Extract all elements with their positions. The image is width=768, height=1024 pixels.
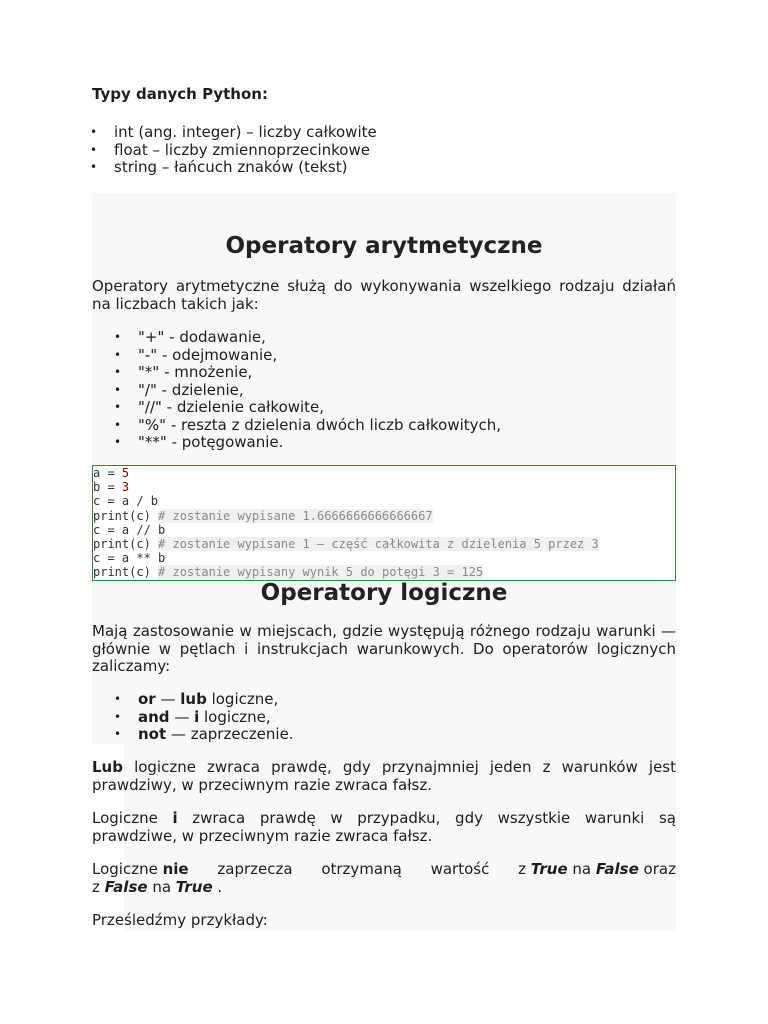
code-text: print(c) bbox=[93, 508, 159, 523]
keyword: False bbox=[595, 860, 639, 878]
keyword: Lub bbox=[92, 758, 123, 776]
code-line bbox=[93, 480, 675, 494]
keyword: i bbox=[194, 707, 200, 726]
code-comment: # zostanie wypisane 1 – część całkowita z dzielenia 5 przez 3 bbox=[158, 537, 599, 552]
code-line bbox=[93, 537, 675, 551]
text: wartość bbox=[430, 860, 490, 878]
keyword: not bbox=[138, 725, 167, 743]
keyword: True bbox=[175, 877, 213, 896]
code-line: c = a / b bbox=[93, 494, 159, 509]
paragraph-not bbox=[92, 861, 676, 896]
text: logiczne, bbox=[206, 690, 279, 708]
code-number: 5 bbox=[121, 466, 130, 480]
arithmetic-operators-list bbox=[138, 329, 501, 452]
code-comment: # zostanie wypisany wynik 5 do potęgi 3 = 125 bbox=[158, 565, 484, 580]
text: logiczne, bbox=[199, 707, 271, 726]
logical-intro: Mają zastosowanie w miejscach, gdzie występują różnego rodzaju warunki — głównie w pętlach i instrukcjach warunkowych. Do operatorów logicznych zaliczamy: bbox=[92, 622, 676, 675]
list-item: • "+" - dodawanie, bbox=[138, 329, 501, 347]
keyword: True bbox=[530, 860, 568, 878]
text: zwraca prawdę w przypadku, gdy wszystkie warunki są prawdziwe, w przeciwnym razie zwraca fałsz. bbox=[92, 809, 676, 845]
paragraph-line bbox=[92, 879, 676, 897]
list-item: • "-" - odejmowanie, bbox=[138, 347, 501, 365]
section-title-data-types: Typy danych Python: bbox=[92, 85, 268, 103]
list-item: • "*" - mnożenie, bbox=[138, 364, 501, 382]
text: na bbox=[147, 877, 176, 896]
text: otrzymaną bbox=[321, 860, 402, 878]
list-item: • "%" - reszta z dzielenia dwóch liczb całkowitych, bbox=[138, 417, 501, 435]
code-text: print(c) bbox=[93, 537, 159, 552]
text: Logiczne bbox=[92, 860, 163, 878]
paragraph-examples: Prześledźmy przykłady: bbox=[92, 911, 268, 929]
code-number: 3 bbox=[121, 480, 130, 495]
keyword: False bbox=[104, 877, 148, 896]
keyword: lub bbox=[180, 690, 207, 708]
data-types-list bbox=[114, 124, 377, 177]
logical-operators-list bbox=[138, 691, 294, 744]
paragraph-and bbox=[92, 810, 676, 845]
code-text: a = bbox=[93, 466, 122, 480]
list-item bbox=[138, 691, 294, 709]
code-line bbox=[93, 466, 675, 480]
text: z bbox=[92, 877, 105, 896]
text: zaprzecza bbox=[217, 860, 293, 878]
text: — bbox=[155, 690, 181, 708]
keyword: or bbox=[138, 690, 156, 708]
text: — zaprzeczenie. bbox=[166, 725, 294, 743]
list-item bbox=[138, 709, 294, 727]
list-item: • "/" - dzielenie, bbox=[138, 382, 501, 400]
list-item: • "//" - dzielenie całkowite, bbox=[138, 399, 501, 417]
heading-arithmetic-operators: Operatory arytmetyczne bbox=[225, 233, 543, 259]
list-item: • float – liczby zmiennoprzecinkowe bbox=[114, 142, 377, 160]
keyword: nie bbox=[162, 860, 189, 878]
heading-logical-operators: Operatory logiczne bbox=[260, 580, 508, 606]
text: logiczne zwraca prawdę, gdy przynajmniej jeden z warunków jest prawdziwy, w przeciwnym razie zwraca fałsz. bbox=[92, 758, 676, 794]
code-comment: # zostanie wypisane 1.6666666666666667 bbox=[158, 508, 433, 523]
code-text: print(c) bbox=[93, 565, 159, 580]
code-line: c = a // b bbox=[93, 522, 166, 537]
text: z bbox=[518, 860, 531, 878]
text: — bbox=[169, 707, 195, 726]
text: oraz bbox=[638, 860, 676, 878]
text bbox=[92, 861, 189, 879]
code-line: c = a ** b bbox=[93, 551, 166, 566]
code-line bbox=[93, 565, 675, 579]
arithmetic-intro: Operatory arytmetyczne służą do wykonywania wszelkiego rodzaju działań na liczbach takich jak: bbox=[92, 277, 676, 313]
text: . bbox=[212, 877, 223, 896]
list-item: • int (ang. integer) – liczby całkowite bbox=[114, 124, 377, 142]
code-block bbox=[92, 465, 676, 581]
list-item: • "**" - potęgowanie. bbox=[138, 434, 501, 452]
code-text: b = bbox=[93, 480, 122, 495]
list-item bbox=[138, 726, 294, 744]
text: na bbox=[567, 860, 596, 878]
paragraph-or bbox=[92, 759, 676, 794]
code-line bbox=[93, 509, 675, 523]
text: Logiczne bbox=[92, 809, 173, 827]
keyword: i bbox=[172, 809, 178, 827]
list-item: • string – łańcuch znaków (tekst) bbox=[114, 159, 377, 177]
keyword: and bbox=[138, 707, 170, 726]
text bbox=[518, 861, 676, 879]
paragraph-line bbox=[92, 861, 676, 879]
